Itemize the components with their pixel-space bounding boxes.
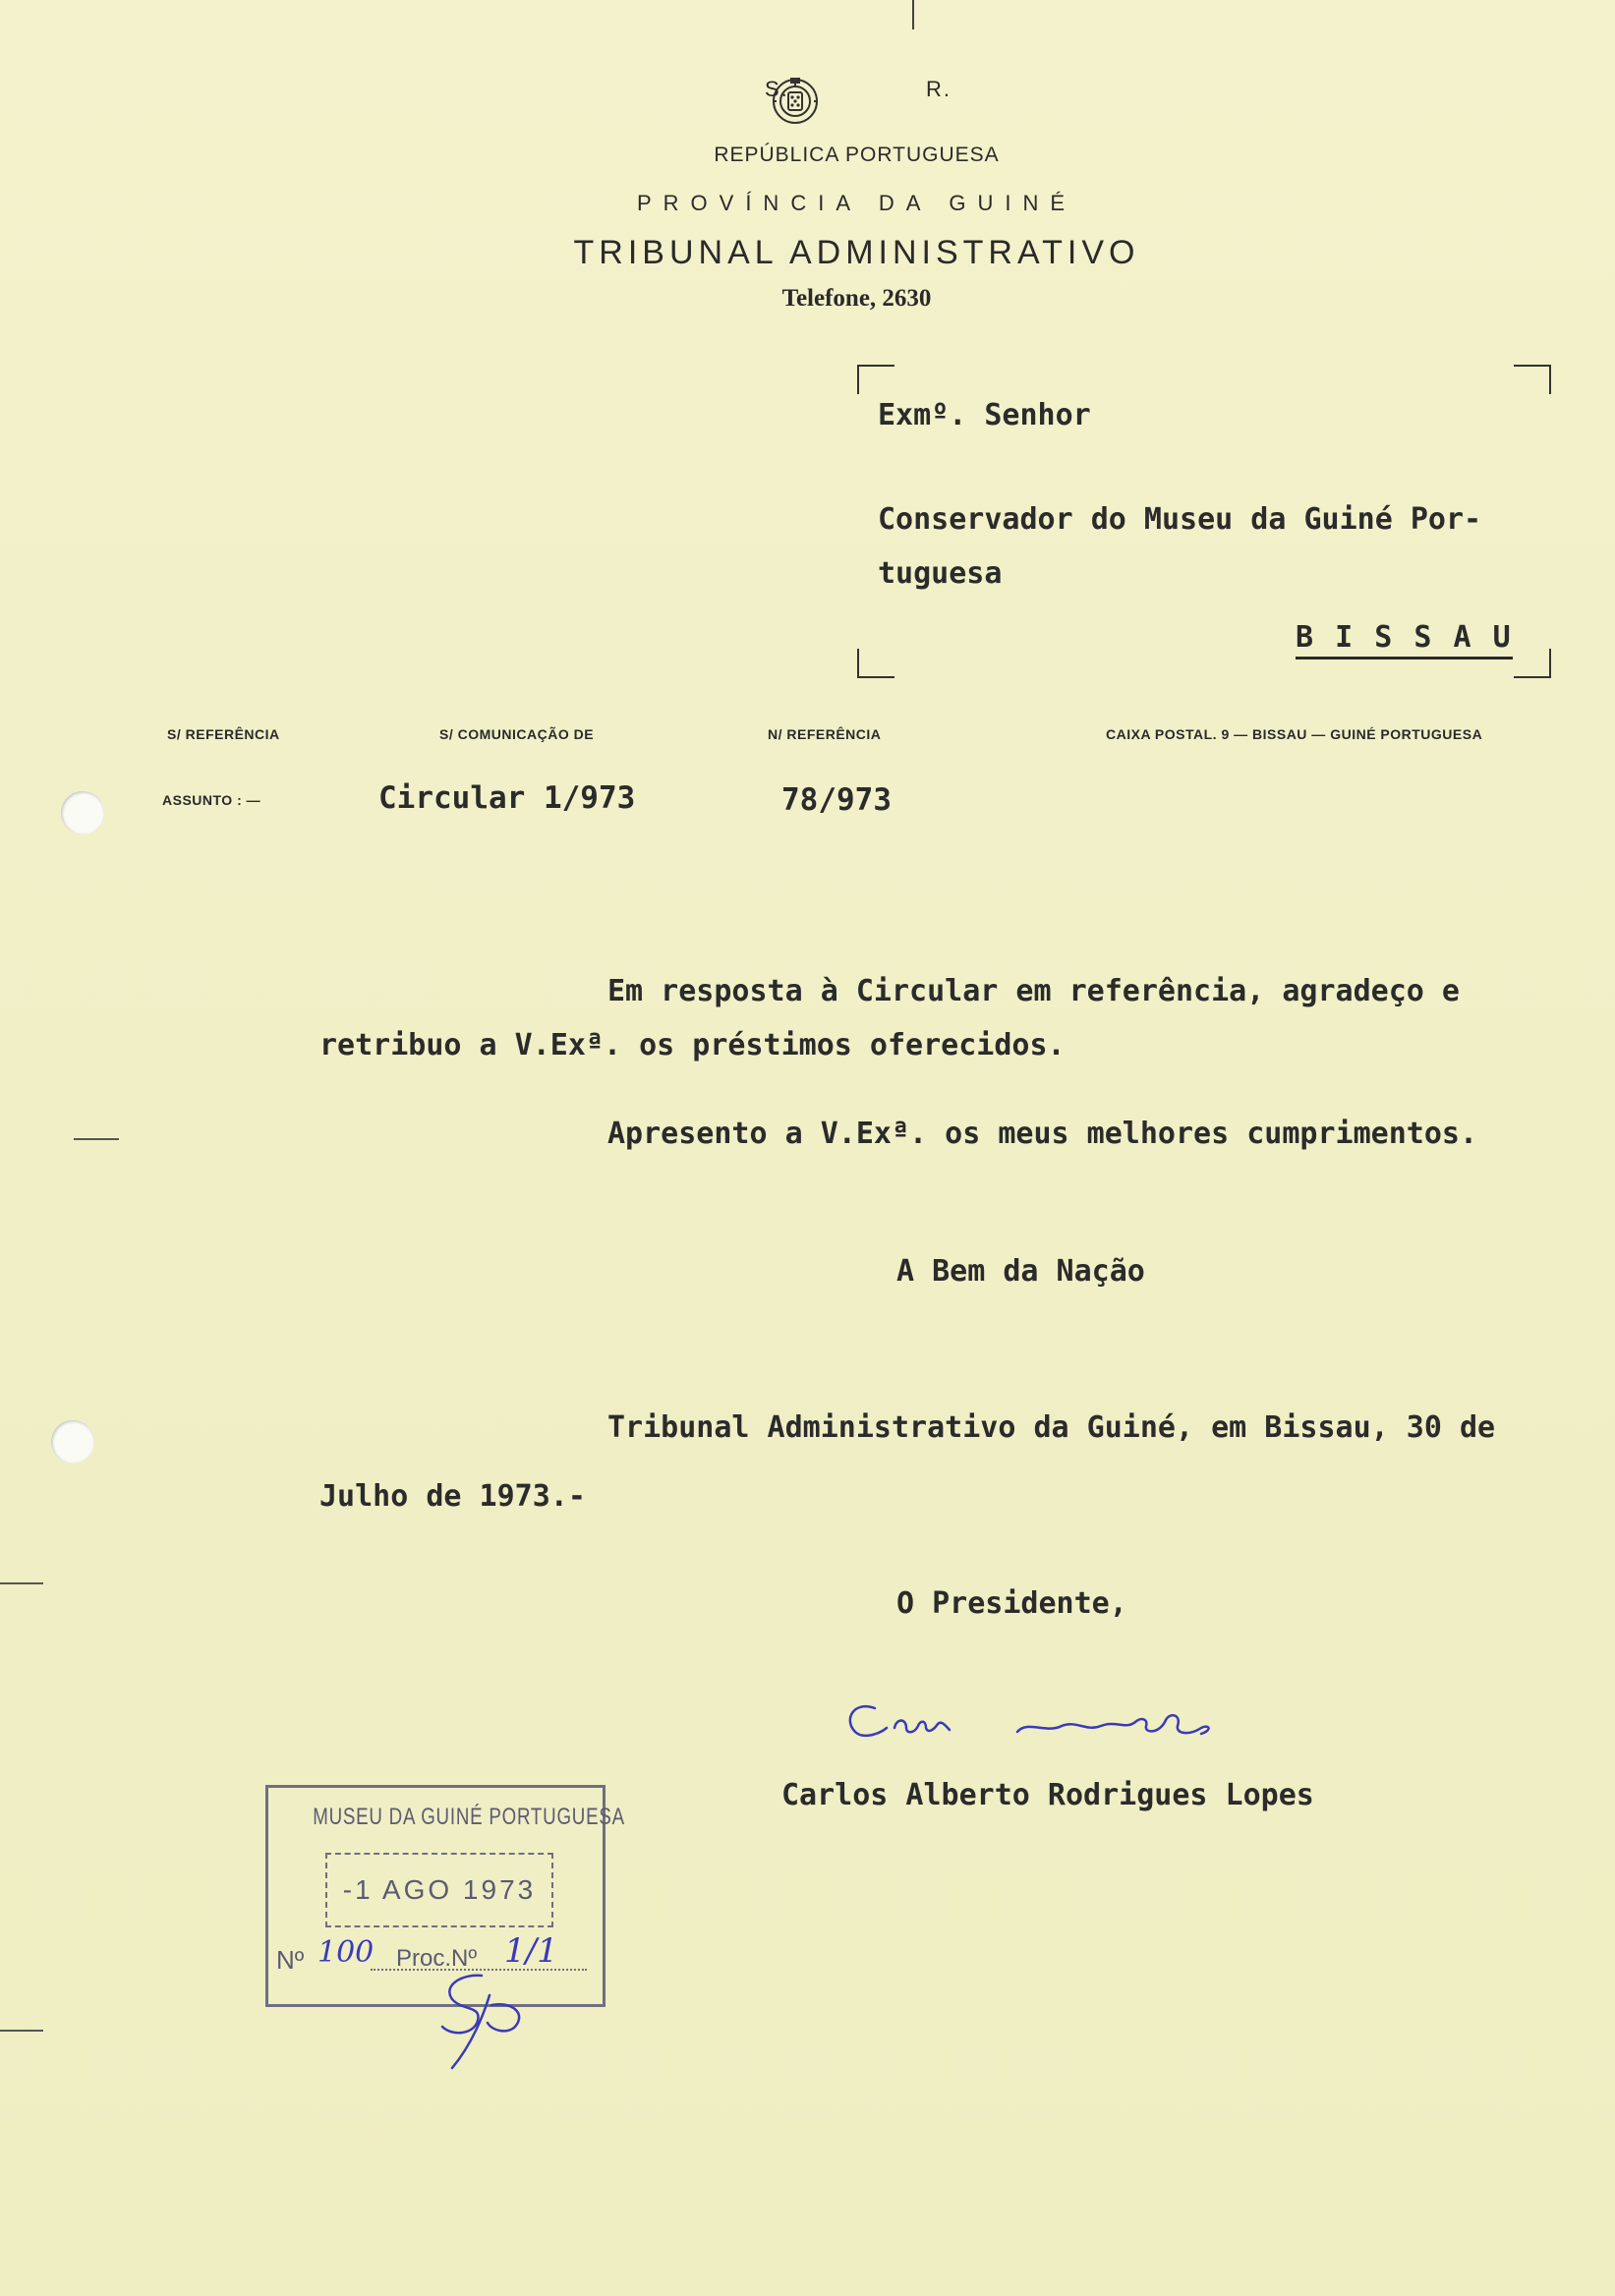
letterhead-country: REPÚBLICA PORTUGUESA [714,144,1000,166]
stamp-proc-label: Proc.Nº [396,1945,478,1972]
handwritten-signature [836,1691,1298,1769]
stamp-number-label: Nº [276,1945,305,1975]
body-paragraph-1-line-2: retribuo a V.Exª. os préstimos oferecidos. [319,1028,1066,1062]
handwritten-initials [413,1966,550,2074]
letterhead-province: PROVÍNCIA DA GUINÉ [636,191,1077,215]
address-window-corner [857,649,894,678]
subject-label: ASSUNTO : — [162,792,261,808]
place-date-line-1: Tribunal Administrativo da Guiné, em Bissau, 30 de [607,1410,1496,1445]
your-communication-label: S/ COMUNICAÇÃO DE [439,726,595,742]
addressee-line-2: tuguesa [878,556,1003,591]
body-paragraph-1-line-1: Em resposta à Circular em referência, agradeço e [607,974,1460,1008]
place-date-line-2: Julho de 1973.- [319,1479,586,1514]
address-window-corner [1514,365,1551,394]
address-window-corner [857,365,894,394]
punch-hole [51,1420,94,1464]
our-reference-value: 78/973 [781,782,892,818]
closing-title: O Presidente, [896,1586,1127,1621]
our-reference-label: N/ REFERÊNCIA [768,726,882,742]
letterhead-left-initial: S. [765,77,789,101]
signatory-name: Carlos Alberto Rodrigues Lopes [781,1778,1314,1812]
address-window-corner [1514,649,1551,678]
addressee-line-1: Conservador do Museu da Guiné Por- [878,502,1482,537]
stamp-proc-value: 1/1 [504,1931,558,1971]
communication-value: Circular 1/973 [378,780,636,816]
closing-motto: A Bem da Nação [896,1254,1145,1289]
postal-address: CAIXA POSTAL. 9 — BISSAU — GUINÉ PORTUGUESA [1106,726,1483,742]
addressee-salutation: Exmº. Senhor [878,398,1091,432]
stamp-date-box [325,1853,553,1927]
fold-mark [912,0,914,29]
stamp-date: -1 AGO 1973 [342,1874,537,1905]
stamp-museum-name: MUSEU DA GUINÉ PORTUGUESA [313,1804,625,1830]
punch-hole [61,791,104,834]
margin-tick [0,1582,43,1584]
margin-tick [0,2030,43,2032]
body-paragraph-2: Apresento a V.Exª. os meus melhores cumprimentos. [607,1117,1478,1151]
letterhead-institution: TRIBUNAL ADMINISTRATIVO [573,234,1140,271]
stamp-number-value: 100 [317,1935,375,1970]
your-reference-label: S/ REFERÊNCIA [167,726,280,742]
letterhead-right-initial: R. [926,77,952,101]
addressee-city: B I S S A U [1296,620,1513,660]
margin-tick [74,1138,119,1140]
letterhead-phone: Telefone, 2630 [781,285,932,312]
